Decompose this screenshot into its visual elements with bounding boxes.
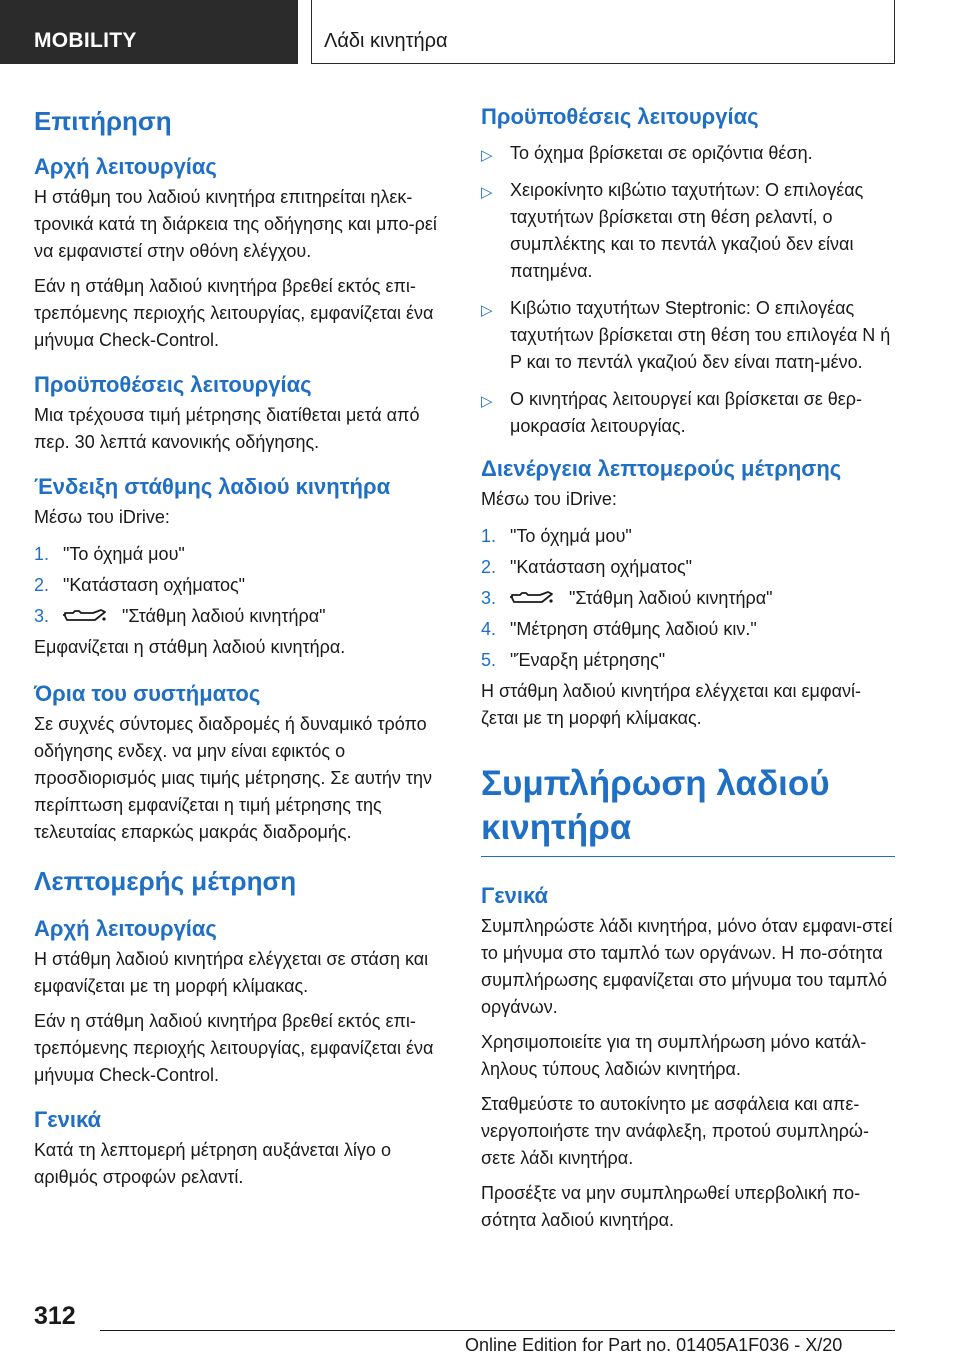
topup-heading: Συμπλήρωση λαδιού κινητήρα	[481, 764, 830, 847]
step-number: 2.	[34, 575, 50, 595]
detailed-principle-heading: Αρχή λειτουργίας	[34, 916, 217, 941]
bullet-text: Το όχημα βρίσκεται σε οριζόντια θέση.	[510, 143, 813, 163]
step-number: 1.	[34, 544, 50, 564]
limits-paragraph: Σε συχνές σύντομες διαδρομές ή δυναμικό τρόπο οδήγησης ενδεχ. να μην είναι εφικτός ο προσδιορισμός μιας τιμής μέτρησης. Σε αυτήν την περίπτωση εμφανίζεται η τιμή μέτρησης της τελευταίας επαρκώς μακράς διαδρομής.	[34, 714, 433, 842]
detailed-paragraph-2: Εάν η στάθμη λαδιού κινητήρα βρεθεί εκτός επι‐τρεπόμενης περιοχής λειτουργίας, εμφανίζεται ένα μήνυμα Check-Control.	[34, 1011, 434, 1085]
triangle-right-icon: ▷	[481, 393, 493, 410]
prerequisites-paragraph: Μια τρέχουσα τιμή μέτρησης διατίθεται μετά από περ. 30 λεπτά κανονικής οδήγησης.	[34, 405, 420, 452]
display-intro: Μέσω του iDrive:	[34, 507, 170, 527]
triangle-right-icon: ▷	[481, 184, 493, 201]
list-item	[34, 541, 446, 568]
chapter-label: Λάδι κινητήρα	[324, 30, 448, 52]
footer-divider	[100, 1330, 895, 1331]
page-number: 312	[34, 1302, 76, 1330]
perform-heading: Διενέργεια λεπτομερούς μέτρησης	[481, 456, 842, 481]
topup-paragraph-2: Χρησιμοποιείτε για τη συμπλήρωση μόνο κατάλ‐ληλους τύπους λαδιών κινητήρα.	[481, 1032, 867, 1079]
step-number: 1.	[481, 526, 497, 546]
general-paragraph: Κατά τη λεπτομερή μέτρηση αυξάνεται λίγο ο αριθμός στροφών ρελαντί.	[34, 1140, 391, 1187]
detailed-paragraph-1: Η στάθμη λαδιού κινητήρα ελέγχεται σε στάση και εμφανίζεται με τη μορφή κλίμακας.	[34, 949, 429, 996]
step-number: 4.	[481, 619, 497, 639]
limits-heading: Όρια του συστήματος	[34, 681, 261, 706]
perform-steps	[481, 523, 895, 674]
perform-after-text: Η στάθμη λαδιού κινητήρα ελέγχεται και εμφανί‐ζεται με τη μορφή κλίμακας.	[481, 681, 861, 728]
triangle-right-icon: ▷	[481, 147, 493, 164]
topup-divider	[481, 856, 895, 857]
step-text: "Το όχημά μου"	[63, 544, 185, 564]
step-text: "Μέτρηση στάθμης λαδιού κιν."	[510, 619, 757, 639]
general-heading: Γενικά	[34, 1107, 102, 1132]
topup-paragraph-3: Σταθμεύστε το αυτοκίνητο με ασφάλεια και απε‐νεργοποιήστε την ανάφλεξη, προτού συμπληρώ‐σετε λάδι κινητήρα.	[481, 1094, 869, 1168]
step-text: "Έναρξη μέτρησης"	[510, 650, 666, 670]
principle-paragraph-1: Η στάθμη του λαδιού κινητήρα επιτηρείται ηλεκ‐τρονικά κατά τη διάρκεια της οδήγησης και μπο‐ρεί να εμφανιστεί στην οθόνη ελέγχου.	[34, 187, 437, 261]
section-tab	[0, 0, 298, 64]
bullet-text: Ο κινητήρας λειτουργεί και βρίσκεται σε θερ‐μοκρασία λειτουργίας.	[510, 389, 863, 436]
display-steps	[34, 541, 446, 630]
engine-oil-can-icon	[510, 589, 554, 607]
display-heading: Ένδειξη στάθμης λαδιού κινητήρα	[34, 474, 391, 499]
bullet-text: Χειροκίνητο κιβώτιο ταχυτήτων: Ο επιλογέας ταχυτήτων βρίσκεται στη θέση ρελαντί, ο συμπλέκτης και το πεντάλ γκαζιού δεν είναι πατημένα.	[510, 180, 864, 281]
list-item	[481, 585, 895, 612]
step-text: "Στάθμη λαδιού κινητήρα"	[569, 588, 773, 608]
list-item	[481, 647, 895, 674]
prerequisites-heading: Προϋποθέσεις λειτουργίας	[481, 104, 759, 129]
left-column	[34, 100, 446, 1191]
display-after-text: Εμφανίζεται η στάθμη λαδιού κινητήρα.	[34, 637, 346, 657]
list-item	[34, 572, 446, 599]
section-label: MOBILITY	[34, 29, 137, 52]
list-item	[481, 295, 895, 376]
list-item	[481, 616, 895, 643]
triangle-right-icon: ▷	[481, 302, 493, 319]
prerequisites-heading: Προϋποθέσεις λειτουργίας	[34, 372, 312, 397]
detailed-heading: Λεπτομερής μέτρηση	[34, 866, 297, 896]
right-column	[481, 100, 895, 1234]
step-text: "Στάθμη λαδιού κινητήρα"	[122, 606, 326, 626]
list-item	[481, 140, 895, 167]
topup-paragraph-1: Συμπληρώστε λάδι κινητήρα, μόνο όταν εμφανι‐στεί το μήνυμα στο ταμπλό των οργάνων. Η πο‐σότητα συμπλήρωσης εμφανίζεται στο μήνυμα του ταμπλό οργάνων.	[481, 916, 893, 1017]
step-text: "Κατάσταση οχήματος"	[510, 557, 693, 577]
perform-intro: Μέσω του iDrive:	[481, 489, 617, 509]
step-number: 3.	[34, 606, 50, 626]
prerequisites-bullets	[481, 140, 895, 440]
step-number: 2.	[481, 557, 497, 577]
edition-text: Online Edition for Part no. 01405A1F036 - X/20	[465, 1335, 843, 1355]
step-text: "Κατάσταση οχήματος"	[63, 575, 246, 595]
step-text: "Το όχημά μου"	[510, 526, 632, 546]
monitoring-heading: Επιτήρηση	[34, 106, 172, 136]
list-item	[34, 603, 446, 630]
step-number: 5.	[481, 650, 497, 670]
list-item	[481, 386, 895, 440]
list-item	[481, 554, 895, 581]
step-number: 3.	[481, 588, 497, 608]
principle-heading: Αρχή λειτουργίας	[34, 154, 217, 179]
chapter-tab	[311, 0, 895, 64]
bullet-text: Κιβώτιο ταχυτήτων Steptronic: Ο επιλογέας ταχυτήτων βρίσκεται στη θέση του επιλογέα N ή P και το πεντάλ γκαζιού δεν είναι πατη‐μένο.	[510, 298, 891, 372]
general-heading: Γενικά	[481, 883, 549, 908]
engine-oil-can-icon	[63, 607, 107, 625]
list-item	[481, 523, 895, 550]
principle-paragraph-2: Εάν η στάθμη λαδιού κινητήρα βρεθεί εκτός επι‐τρεπόμενης περιοχής λειτουργίας, εμφανίζεται ένα μήνυμα Check-Control.	[34, 276, 434, 350]
topup-paragraph-4: Προσέξτε να μην συμπληρωθεί υπερβολική πο‐σότητα λαδιού κινητήρα.	[481, 1183, 861, 1230]
list-item	[481, 177, 895, 285]
